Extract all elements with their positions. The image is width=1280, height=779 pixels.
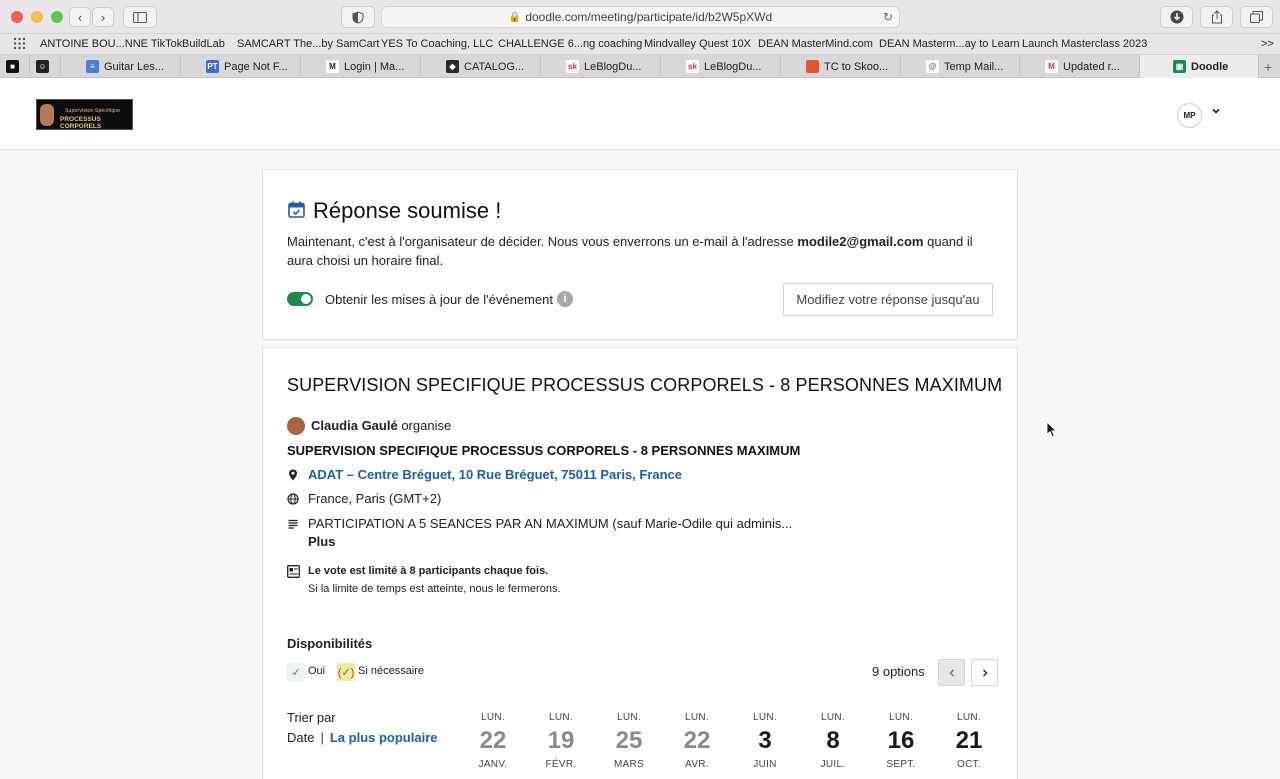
- favorite-link[interactable]: DEAN Masterm...ay to Learn: [879, 38, 1020, 50]
- logo-portrait: [40, 104, 54, 126]
- legend-yes-label: Oui: [308, 665, 326, 677]
- date-month: MARS: [613, 759, 645, 770]
- browser-tab[interactable]: [61, 55, 181, 78]
- organizer-name: Claudia Gaulé: [311, 418, 398, 433]
- date-month: JUIN: [753, 759, 777, 770]
- date-column[interactable]: [805, 712, 861, 770]
- browser-tab[interactable]: [30, 55, 61, 78]
- mouse-pointer-icon: [1046, 421, 1057, 438]
- chevron-left-icon: [947, 668, 957, 678]
- shield-icon: [352, 11, 364, 24]
- tab-label: Login | Ma...: [344, 60, 405, 73]
- sort-by-popular[interactable]: La plus populaire: [329, 730, 438, 745]
- reload-icon[interactable]: ↻: [882, 10, 893, 24]
- date-column[interactable]: [669, 712, 725, 770]
- browser-tab[interactable]: [301, 55, 421, 78]
- date-day: 21: [955, 727, 983, 754]
- vote-limit-title: Le vote est limité à 8 participants chaque fois.: [308, 565, 549, 577]
- chevron-right-icon: [980, 668, 990, 678]
- tab-label: Doodle: [1191, 60, 1229, 73]
- maybe-check-icon: (✓): [337, 663, 355, 681]
- user-avatar[interactable]: MP: [1177, 103, 1202, 128]
- date-column[interactable]: [465, 712, 521, 770]
- tab-label: Temp Mail...: [944, 60, 1004, 73]
- info-icon[interactable]: i: [557, 291, 573, 307]
- date-weekday: LUN.: [685, 712, 709, 723]
- browser-tab[interactable]: [181, 55, 301, 78]
- event-updates-toggle[interactable]: [287, 292, 313, 306]
- date-month: OCT.: [957, 759, 981, 770]
- date-column[interactable]: [873, 712, 929, 770]
- at-icon: @: [926, 60, 939, 73]
- favorite-link[interactable]: YES To Coaching, LLC: [381, 38, 494, 50]
- vote-limit-text: Si la limite de temps est atteinte, nous le fermerons.: [308, 583, 561, 595]
- sort-options: [287, 730, 437, 745]
- apps-grid-icon[interactable]: [13, 37, 26, 53]
- url-text: doodle.com/meeting/participate/id/b2W5pXWd: [525, 10, 773, 24]
- zoom-window-button[interactable]: [51, 11, 63, 23]
- date-weekday: LUN.: [957, 712, 981, 723]
- browser-tab[interactable]: [661, 55, 781, 78]
- event-updates-label: Obtenir les mises à jour de l'événement: [325, 292, 553, 307]
- organizer-line: [311, 418, 451, 433]
- download-icon: [1170, 10, 1184, 24]
- date-weekday: LUN.: [889, 712, 913, 723]
- minimize-window-button[interactable]: [31, 11, 43, 23]
- legend-maybe-label: Si nécessaire: [358, 665, 425, 677]
- participant-limit-icon: [287, 565, 300, 578]
- gmail-icon: M: [1045, 60, 1058, 73]
- date-month: SEPT.: [886, 759, 916, 770]
- sk-icon: sk: [686, 60, 699, 73]
- confirmation-message: [287, 232, 992, 270]
- date-month: JUIL.: [820, 759, 846, 770]
- tab-label: Guitar Les...: [104, 60, 164, 73]
- previous-page-button[interactable]: [938, 659, 965, 686]
- globe-icon: [287, 493, 299, 505]
- date-day: 25: [615, 727, 643, 754]
- date-month: AVR.: [685, 759, 709, 770]
- browser-tab[interactable]: [1020, 55, 1140, 78]
- organizer-avatar: [287, 417, 305, 435]
- event-location-link[interactable]: ADAT – Centre Bréguet, 10 Rue Bréguet, 75011 Paris, France: [308, 467, 683, 482]
- browser-tab[interactable]: [781, 55, 901, 78]
- date-month: JANV.: [478, 759, 508, 770]
- event-description: PARTICIPATION A 5 SEANCES PAR AN MAXIMUM (sauf Marie-Odile qui adminis...: [308, 516, 793, 531]
- location-pin-icon: [287, 469, 299, 481]
- favorite-link[interactable]: Mindvalley Quest 10X: [644, 38, 751, 50]
- logo-line1: Supervision Spécifique: [65, 108, 121, 114]
- orange-icon: [806, 60, 819, 73]
- date-day: 22: [683, 727, 711, 754]
- back-button[interactable]: ‹: [69, 7, 91, 27]
- favorite-link[interactable]: SAMCART The...by SamCart: [237, 38, 380, 50]
- user-email: modile2@gmail.com: [797, 234, 924, 249]
- date-column[interactable]: [533, 712, 589, 770]
- date-day: 22: [479, 727, 507, 754]
- tab-label: CATALOG...: [464, 60, 525, 73]
- date-day: 19: [547, 727, 575, 754]
- browser-tab[interactable]: [0, 55, 30, 78]
- new-tab-button[interactable]: +: [1264, 58, 1273, 75]
- docs-icon: ≡: [86, 60, 99, 73]
- sidebar-toggle-button[interactable]: [123, 6, 157, 28]
- options-count: 9 options: [872, 664, 925, 679]
- doodle-icon: ▣: [1173, 60, 1186, 73]
- chevron-down-icon[interactable]: [1211, 106, 1221, 116]
- date-weekday: LUN.: [753, 712, 777, 723]
- sidebar-icon: [133, 12, 147, 23]
- sk-icon: sk: [566, 60, 579, 73]
- close-window-button[interactable]: [11, 11, 23, 23]
- event-subtitle: SUPERVISION SPECIFIQUE PROCESSUS CORPORELS - 8 PERSONNES MAXIMUM: [287, 443, 801, 458]
- date-column[interactable]: [601, 712, 657, 770]
- browser-tab[interactable]: [901, 55, 1020, 78]
- browser-titlebar: [0, 0, 1280, 34]
- date-day: 16: [887, 727, 915, 754]
- date-weekday: LUN.: [549, 712, 573, 723]
- date-column[interactable]: [941, 712, 997, 770]
- calendar-check-icon: [288, 201, 305, 218]
- availability-title: Disponibilités: [287, 636, 373, 651]
- browser-tab[interactable]: [541, 55, 661, 78]
- description-more-link[interactable]: Plus: [308, 534, 336, 549]
- toggle-knob: [301, 294, 311, 304]
- date-weekday: LUN.: [617, 712, 641, 723]
- share-button[interactable]: [1200, 6, 1233, 28]
- message-text-before: Maintenant, c'est à l'organisateur de décider. Nous vous enverrons un e-mail à l'adresse: [287, 234, 798, 249]
- description-icon: [287, 518, 299, 530]
- date-day: 8: [826, 727, 840, 754]
- sort-separator: |: [320, 730, 324, 745]
- tab-label: Page Not F...: [224, 60, 288, 73]
- next-page-button[interactable]: [971, 659, 998, 686]
- browser-tab[interactable]: [421, 55, 541, 78]
- browser-tab-active[interactable]: [1140, 55, 1259, 78]
- catalog-icon: ◆: [446, 60, 459, 73]
- tab-bar: [0, 55, 1280, 78]
- organizer-logo[interactable]: [36, 99, 133, 130]
- tab-label: LeBlogDu...: [584, 60, 642, 73]
- favorite-link[interactable]: DEAN MasterMind.com: [758, 38, 873, 50]
- privacy-report-button[interactable]: [341, 6, 375, 28]
- date-month: FÉVR.: [545, 759, 577, 770]
- modify-response-button[interactable]: Modifiez votre réponse jusqu'au: [783, 283, 993, 316]
- sort-by-date[interactable]: Date: [287, 730, 315, 745]
- organizer-suffix: organise: [397, 418, 452, 433]
- favorites-bar: [0, 34, 1280, 55]
- tab-label: Updated r...: [1063, 60, 1120, 73]
- confirmation-title: Réponse soumise !: [313, 198, 502, 223]
- tab-label: TC to Skoo...: [824, 60, 889, 73]
- date-weekday: LUN.: [481, 712, 505, 723]
- logo-line2: PROCESSUS CORPORELS: [60, 116, 102, 130]
- person-icon: ☺: [36, 60, 49, 73]
- yes-check-icon: ✓: [287, 663, 305, 681]
- favorite-link[interactable]: BuildLab: [182, 38, 225, 50]
- favorite-link[interactable]: ANTOINE BOU...NNE TikTok: [40, 38, 183, 50]
- date-day: 3: [758, 727, 772, 754]
- favorite-link[interactable]: Launch Masterclass 2023: [1022, 38, 1148, 50]
- pt-icon: PT: [207, 62, 218, 71]
- forward-button[interactable]: ›: [92, 7, 114, 27]
- more-favorites-button[interactable]: >>: [1261, 38, 1274, 50]
- tab-label: LeBlogDu...: [704, 60, 762, 73]
- lock-icon: 🔒: [508, 11, 522, 23]
- event-title: SUPERVISION SPECIFIQUE PROCESSUS CORPORELS - 8 PERSONNES MAXIMUM: [287, 375, 1003, 395]
- date-column[interactable]: [737, 712, 793, 770]
- tab-overview-button[interactable]: [1240, 6, 1273, 28]
- date-weekday: LUN.: [821, 712, 845, 723]
- message-text-after: quand il aura choisi un horaire final.: [287, 234, 973, 268]
- share-icon: [1211, 10, 1223, 24]
- sort-label: Trier par: [287, 710, 336, 725]
- notion-icon: ■: [6, 60, 19, 73]
- favorite-link[interactable]: CHALLENGE 6...ng coaching: [498, 38, 643, 50]
- address-bar[interactable]: [381, 6, 900, 28]
- m-icon: M: [326, 60, 339, 73]
- downloads-button[interactable]: [1160, 6, 1193, 28]
- app-header: [0, 78, 1280, 150]
- event-timezone: France, Paris (GMT+2): [308, 491, 442, 506]
- tabs-icon: [1250, 11, 1263, 23]
